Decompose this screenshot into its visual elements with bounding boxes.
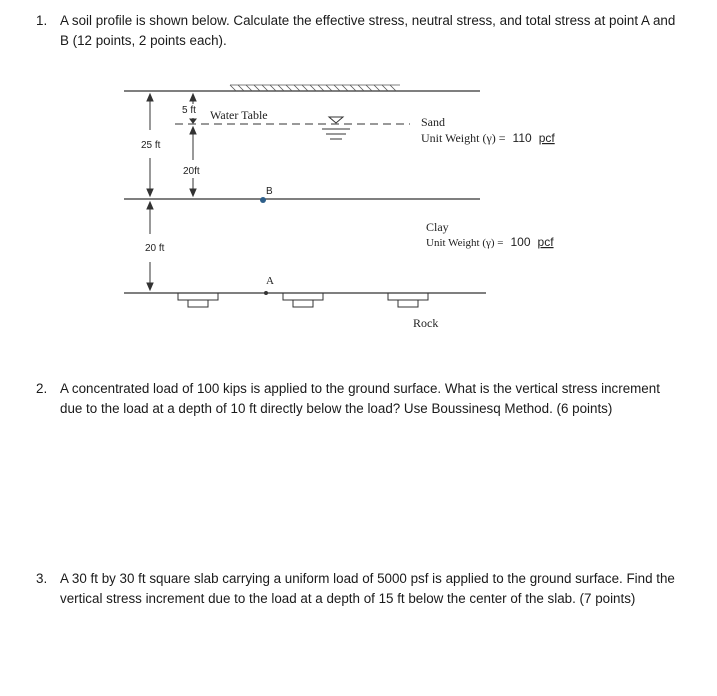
point-a-label: A [266,275,274,287]
clay-unit-weight-label: Unit Weight (γ) = [426,237,504,249]
clay-unit-weight-unit: pcf [537,235,554,249]
dim-5ft-label: 5 ft [182,105,196,116]
sand-unit-weight-label: Unit Weight (γ) = [421,131,506,145]
point-a-marker [264,291,268,295]
sand-unit-weight-value: 110 [512,131,532,145]
dim-20ft-upper-label: 20ft [183,166,200,177]
water-table-symbol [322,117,350,139]
question-2 [36,379,676,419]
ground-hatching [230,85,400,91]
question-1-number: 1. [36,13,48,28]
sand-unit-weight [421,131,555,145]
clay-label: Clay [426,220,449,234]
question-2-text: A concentrated load of 100 kips is applied to the ground surface. What is the vertical stress increment due to the load at a depth of 10 ft directly below the load? Use Boussinesq Method. (6 points) [60,381,660,416]
question-1-text: A soil profile is shown below. Calculate the effective stress, neutral stress, and total stress at point A and B (12 points, 2 points each). [60,13,676,48]
rock-hatching [178,293,428,307]
water-table-label: Water Table [210,108,268,122]
point-b-marker [260,197,266,203]
question-3 [36,569,676,609]
clay-unit-weight-value: 100 [510,235,531,249]
dim-20ft-lower-label: 20 ft [145,243,165,254]
question-3-number: 3. [36,571,48,586]
sand-label: Sand [421,115,445,129]
rock-label: Rock [413,316,439,330]
point-b-label: B [266,186,273,197]
question-3-text: A 30 ft by 30 ft square slab carrying a uniform load of 5000 psf is applied to the ground surface. Find the vertical stress increment due to the load at a depth of 15 ft below the center of the slab. (7 points) [60,571,675,606]
clay-unit-weight [426,235,554,249]
dim-25ft-arrows [147,94,153,290]
question-2-number: 2. [36,381,48,396]
sand-unit-weight-unit: pcf [538,131,555,145]
dim-25ft-label: 25 ft [141,140,161,151]
